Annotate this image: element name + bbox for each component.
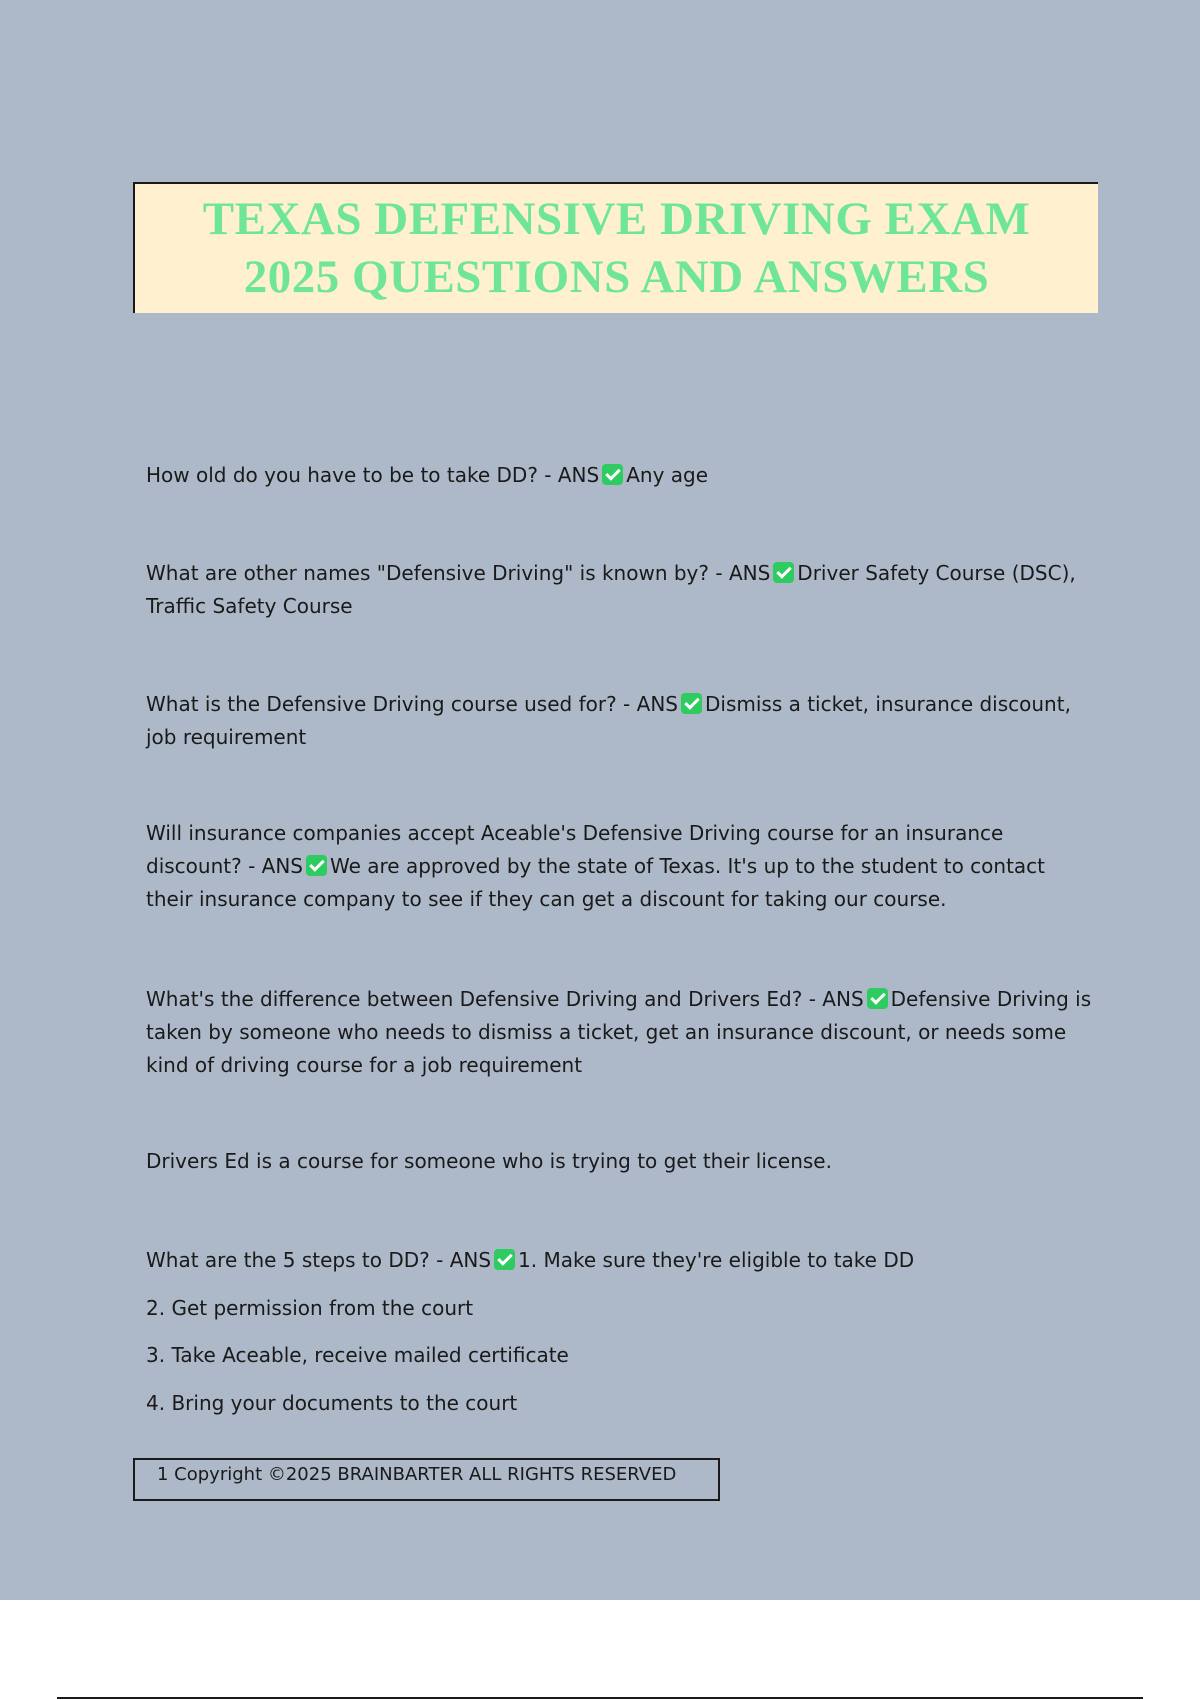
copyright-text: 1 Copyright ©2025 BRAINBARTER ALL RIGHTS RESERVED [157,1464,677,1485]
question-text: What is the Defensive Driving course used for? - [146,692,637,716]
answer-text: Driver Safety Course (DSC), Traffic Safety Course [146,561,1076,618]
qa-item-6 [146,1244,1096,1277]
check-mark-icon [602,464,623,485]
answer-marker: ANS [728,561,771,585]
qa-item-4 [146,817,1096,916]
qa-item-2 [146,557,1096,623]
answer-text: 1. Make sure they're eligible to take DD [518,1248,915,1272]
answer-marker: ANS [636,692,678,716]
check-mark-icon [494,1249,515,1270]
title-line-2: 2025 QUESTIONS AND ANSWERS [243,251,990,303]
drivers-ed-note: Drivers Ed is a course for someone who is trying to get their license. [146,1149,832,1173]
question-text: How old do you have to be to take DD? - [146,463,558,487]
qa-item-1 [146,459,1096,492]
check-mark-icon [867,988,888,1009]
answer-marker: ANS [557,463,600,487]
check-mark-icon [773,562,794,583]
qa-item-5 [146,983,1096,1082]
qa-item-3 [146,688,1096,754]
answer-marker: ANS [261,854,303,878]
step-item-3: 3. Take Aceable, receive mailed certificate [146,1343,569,1367]
question-text: What's the difference between Defensive Driving and Drivers Ed? - [146,987,823,1011]
title-line-1: TEXAS DEFENSIVE DRIVING EXAM [202,193,1031,245]
step-item-4: 4. Bring your documents to the court [146,1391,518,1415]
answer-marker: ANS [822,987,864,1011]
question-text: Will insurance companies accept Aceable's Defensive Driving course for an insurance discount? - [146,821,1004,878]
copyright-footer [133,1458,720,1501]
title-banner [133,182,1098,313]
answer-text: Any age [626,463,709,487]
answer-text: Defensive Driving is taken by someone who needs to dismiss a ticket, get an insurance discount, or needs some kind of driving course for a job requirement [146,987,1092,1077]
page-bottom-divider [57,1697,1143,1699]
question-text: What are the 5 steps to DD? - [146,1248,450,1272]
check-mark-icon [306,855,327,876]
step-item-2: 2. Get permission from the court [146,1296,474,1320]
answer-marker: ANS [449,1248,492,1272]
answer-text: Dismiss a ticket, insurance discount, job requirement [146,692,1071,749]
question-text: What are other names "Defensive Driving" is known by? - [146,561,729,585]
check-mark-icon [681,693,702,714]
answer-text: We are approved by the state of Texas. It's up to the student to contact their insurance company to see if they can get a discount for taking our course. [146,854,1045,911]
